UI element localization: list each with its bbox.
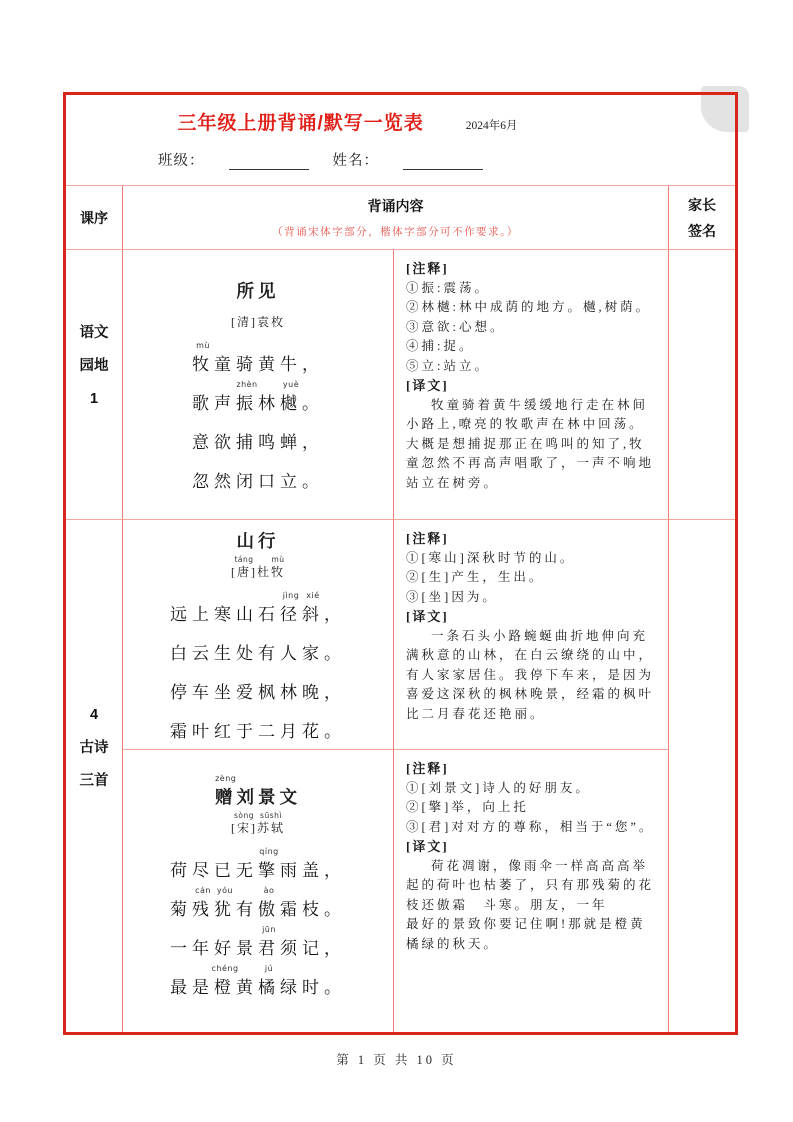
lesson-line: 三首 bbox=[79, 772, 109, 789]
notes-suojian bbox=[394, 250, 669, 520]
class-label: 班级： bbox=[158, 153, 205, 169]
poem-shanxing bbox=[123, 520, 394, 750]
lesson-cell-gushi-sanshou bbox=[66, 520, 123, 1032]
page-title: 三年级上册背诵/默写一览表 bbox=[177, 113, 424, 134]
lesson-line: 1 bbox=[89, 391, 99, 407]
signature-cell-rows2-3[interactable] bbox=[669, 520, 735, 1032]
note-block: ①[寒山]深秋时节的山。 bbox=[406, 550, 576, 565]
poem-line: 一年好景 君 jūn 须记， bbox=[170, 925, 346, 958]
poem-author: [宋 sòng ]苏轼 sūshì bbox=[230, 811, 286, 835]
note-block: [注释] bbox=[406, 531, 449, 546]
table-title-block bbox=[66, 95, 735, 186]
lesson-cell-yuwen-yuandi-1 bbox=[66, 250, 123, 520]
lesson-line: 古诗 bbox=[79, 739, 109, 756]
poem-line: 远上寒山石 径 jìng 斜 xié ， bbox=[170, 590, 346, 624]
header-lesson-order bbox=[66, 186, 123, 250]
header-sign-line1: 家长 bbox=[688, 196, 716, 213]
header-content-note: （背诵宋体字部分，楷体字部分可不作要求。） bbox=[272, 227, 519, 238]
header-parent-signature bbox=[669, 186, 735, 250]
signature-cell-row1[interactable] bbox=[669, 250, 735, 520]
poem-title: 赠 zèng 刘景文 bbox=[215, 774, 301, 807]
note-block: ④捕:捉。 bbox=[406, 339, 475, 353]
poem-line: 最是 橙 chéng 黄 橘 jú 绿时。 bbox=[170, 964, 346, 997]
note-block: [注释] bbox=[406, 761, 449, 776]
poem-author: [唐 táng ]杜牧 mù bbox=[230, 554, 286, 579]
date-label: 2024年6月 bbox=[465, 120, 518, 132]
note-block: 一条石头小路蜿蜒曲折地伸向充满秋意的山林，在白云缭绕的山中，有人家家居住。我停下车来，是因为喜爱这深秋的枫林晚景，经霜的枫叶比二月春花还艳丽。 bbox=[406, 628, 655, 721]
poem-zengliujingwen bbox=[123, 750, 394, 1032]
note-block: [注释] bbox=[406, 261, 449, 276]
note-block: [译文] bbox=[406, 839, 449, 854]
lesson-line: 语文 bbox=[79, 325, 109, 341]
page-number: 第 1 页 共 10 页 bbox=[336, 1053, 457, 1067]
note-block: 最好的景致你要记住啊!那就是橙黄橘绿的秋天。 bbox=[406, 917, 646, 951]
poem-line: 菊 残 cán 犹 yóu 有 傲 ào 霜枝。 bbox=[170, 886, 346, 919]
note-block: [译文] bbox=[406, 378, 449, 393]
note-block: ②林樾:林中成荫的地方。樾,树荫。 bbox=[406, 300, 652, 314]
poem-line: 白云生处有人家。 bbox=[170, 643, 346, 663]
poem-line: 牧 mù 童骑黄牛， bbox=[192, 340, 324, 374]
note-block: 牧童骑着黄牛缓缓地行走在林间小路上,嘹亮的牧歌声在林中回荡。大概是想捕捉那正在鸣叫的知了,牧童忽然不再高声唱歌了，一声不响地站立在树旁。 bbox=[406, 397, 655, 490]
note-block: ③意欲:心想。 bbox=[406, 319, 506, 334]
note-block: ③[坐]因为。 bbox=[406, 589, 498, 604]
class-blank-field[interactable] bbox=[229, 154, 309, 170]
poem-title: 所见 bbox=[236, 280, 280, 301]
poem-line: 歌声 振 zhèn 林 樾 yuè 。 bbox=[192, 379, 324, 413]
poem-line: 荷尽已无 擎 qíng 雨盖， bbox=[170, 847, 346, 880]
note-block: 荷花凋谢，像雨伞一样高高高举起的荷叶也枯萎了，只有那残菊的花枝还傲霜 斗寒。朋友，一年 bbox=[406, 858, 655, 912]
note-block: ②[生]产生，生出。 bbox=[406, 570, 545, 584]
poem-line: 停车坐爱枫林晚， bbox=[170, 682, 346, 702]
note-block: ①振:震荡。 bbox=[406, 280, 490, 295]
notes-zengliujingwen bbox=[394, 750, 669, 1032]
poem-suojian bbox=[123, 250, 394, 520]
poem-line: 霜叶红于二月花。 bbox=[170, 721, 346, 741]
note-block: ⑤立:站立。 bbox=[406, 358, 490, 373]
note-block: ②[擎]举，向上托 bbox=[406, 800, 529, 814]
note-block: ①[刘景文]诗人的好朋友。 bbox=[406, 780, 591, 795]
poem-title: 山行 bbox=[236, 530, 280, 551]
poem-line: 忽然闭口立。 bbox=[192, 471, 324, 491]
lesson-line: 园地 bbox=[79, 358, 109, 374]
note-block: [译文] bbox=[406, 609, 449, 624]
header-lesson-order-label: 课序 bbox=[80, 209, 108, 226]
header-content-label: 背诵内容 bbox=[367, 198, 424, 214]
header-recitation-content bbox=[123, 186, 669, 250]
name-blank-field[interactable] bbox=[403, 154, 483, 170]
notes-shanxing bbox=[394, 520, 669, 750]
name-label: 姓名： bbox=[332, 153, 379, 169]
note-block: ③[君]对对方的尊称，相当于“您”。 bbox=[406, 819, 655, 834]
poem-line: 意欲捕鸣蝉， bbox=[192, 432, 324, 452]
poem-author: [清]袁枚 bbox=[231, 314, 285, 329]
recitation-table bbox=[63, 92, 738, 1035]
header-sign-line2: 签名 bbox=[688, 222, 716, 239]
lesson-line: 4 bbox=[89, 706, 99, 723]
